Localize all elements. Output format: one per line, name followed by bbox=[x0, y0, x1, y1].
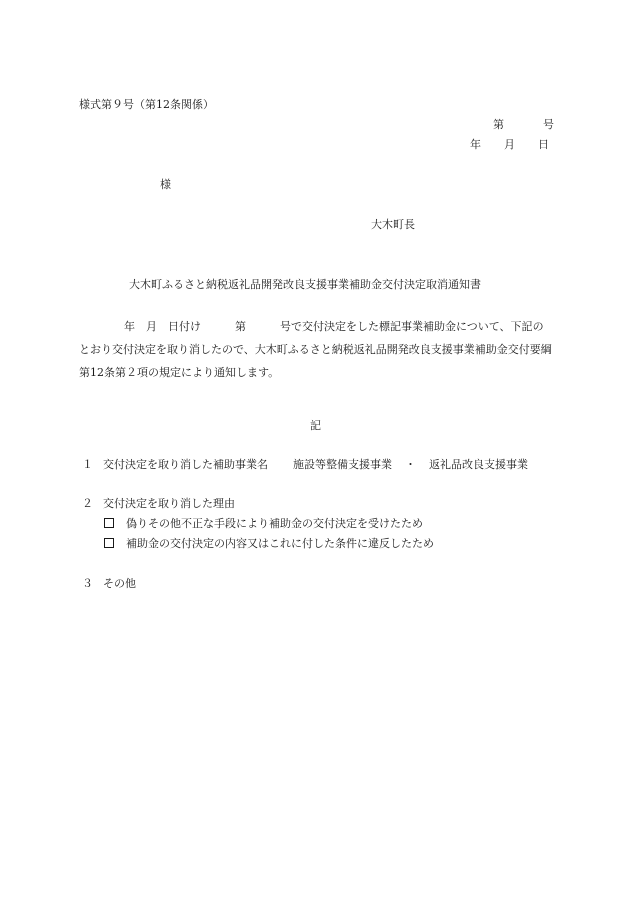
sender-name: 大木町長 bbox=[371, 218, 415, 231]
checkbox-reason-1[interactable] bbox=[104, 518, 114, 528]
item-3 bbox=[82, 577, 136, 591]
body-day-suffix: 日付け bbox=[168, 320, 201, 333]
reason-1-text: 偽りその他不正な手段により補助金の交付決定を受けたため bbox=[126, 517, 423, 530]
item-2 bbox=[82, 497, 235, 511]
item-3-label: その他 bbox=[103, 577, 136, 590]
reason-2 bbox=[104, 537, 434, 551]
date-month: 月 bbox=[504, 138, 515, 151]
body-paragraph bbox=[79, 315, 553, 384]
body-text-rest: のとおり交付決定を取り消したので、大木町ふるさと納税返礼品開発改良支援事業補助金交付要綱第12条第２項の規定により通知します。 bbox=[79, 320, 552, 379]
item-1-option-b: 返礼品改良支援事業 bbox=[429, 458, 528, 471]
reason-2-text: 補助金の交付決定の内容又はこれに付した条件に違反したため bbox=[126, 537, 434, 550]
body-year: 年 bbox=[124, 320, 135, 333]
addressee-suffix: 様 bbox=[160, 178, 171, 191]
item-3-number: ３ bbox=[82, 577, 93, 590]
item-1-number: １ bbox=[82, 458, 93, 471]
item-1-separator: ・ bbox=[405, 458, 416, 471]
item-1-label: 交付決定を取り消した補助事業名 bbox=[103, 458, 268, 471]
form-number: 様式第９号（第12条関係） bbox=[79, 98, 214, 111]
item-2-label: 交付決定を取り消した理由 bbox=[103, 497, 235, 510]
date-line bbox=[470, 138, 549, 152]
ki-heading: 記 bbox=[310, 419, 321, 432]
item-2-number: ２ bbox=[82, 497, 93, 510]
checkbox-reason-2[interactable] bbox=[104, 538, 114, 548]
doc-number-suffix: 号 bbox=[543, 118, 554, 131]
body-text-first: 号で交付決定をした標記事業補助金について、下記 bbox=[280, 320, 533, 333]
reason-1 bbox=[104, 517, 423, 531]
doc-number-line bbox=[493, 118, 554, 132]
item-1 bbox=[82, 458, 528, 472]
body-month: 月 bbox=[146, 320, 157, 333]
body-number-prefix: 第 bbox=[235, 320, 246, 333]
date-day: 日 bbox=[538, 138, 549, 151]
doc-number-prefix: 第 bbox=[493, 118, 504, 131]
document-title: 大木町ふるさと納税返礼品開発改良支援事業補助金交付決定取消通知書 bbox=[129, 278, 481, 291]
date-year: 年 bbox=[470, 138, 481, 151]
item-1-option-a: 施設等整備支援事業 bbox=[293, 458, 392, 471]
